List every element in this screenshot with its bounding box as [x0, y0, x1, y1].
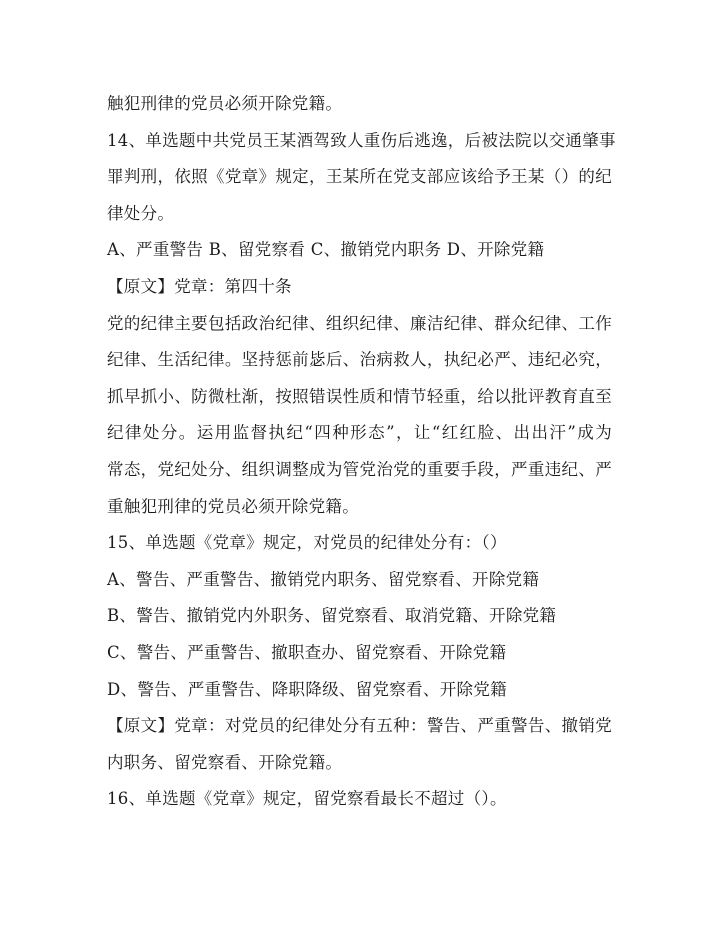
question-14-options: A、严重警告 B、留党察看 C、撤销党内职务 D、开除党籍 — [107, 240, 545, 260]
question-14-line-1: 14、单选题中共党员王某酒驾致人重伤后逃逸，后被法院以交通肇事 — [107, 130, 616, 150]
original-text-line-5: 常态，党纪处分、组织调整成为管党治党的重要手段，严重违纪、严 — [107, 459, 612, 479]
original-text-line-6: 重触犯刑律的党员必须开除党籍。 — [107, 496, 359, 516]
text-line-1: 触犯刑律的党员必须开除党籍。 — [107, 94, 343, 113]
question-15-stem: 15、单选题《党章》规定，对党员的纪律处分有：（） — [107, 533, 507, 553]
original-text-15-line-1: 【原文】党章：对党员的纪律处分有五种：警告、严重警告、撤销党 — [107, 716, 612, 736]
original-text-line-3: 抓早抓小、防微杜渐，按照错误性质和情节轻重，给以批评教育直至 — [107, 386, 612, 406]
question-15-option-d: D、警告、严重警告、降职降级、留党察看、开除党籍 — [107, 679, 507, 699]
question-15-option-a: A、警告、严重警告、撤销党内职务、留党察看、开除党籍 — [107, 569, 540, 589]
original-text-line-1: 党的纪律主要包括政治纪律、组织纪律、廉洁纪律、群众纪律、工作 — [107, 313, 612, 333]
document-page — [107, 86, 616, 818]
original-text-line-4: 纪律处分。运用监督执纪“四种形态”，让“红红脸、出出汗”成为 — [107, 423, 612, 443]
question-14-line-3: 律处分。 — [107, 203, 175, 223]
original-text-15-line-2: 内职务、留党察看、开除党籍。 — [107, 752, 343, 772]
question-15-option-c: C、警告、严重警告、撤职查办、留党察看、开除党籍 — [107, 642, 507, 662]
question-15-option-b: B、警告、撤销党内外职务、留党察看、取消党籍、开除党籍 — [107, 606, 557, 626]
original-text-heading-14: 【原文】党章：第四十条 — [107, 276, 292, 296]
question-16-stem: 16、单选题《党章》规定，留党察看最长不超过（）。 — [107, 789, 507, 809]
original-text-line-2: 纪律、生活纪律。坚持惩前毖后、治病救人，执纪必严、违纪必究， — [107, 350, 612, 370]
question-14-line-2: 罪判刑，依照《党章》规定，王某所在党支部应该给予王某（）的纪 — [107, 167, 612, 187]
